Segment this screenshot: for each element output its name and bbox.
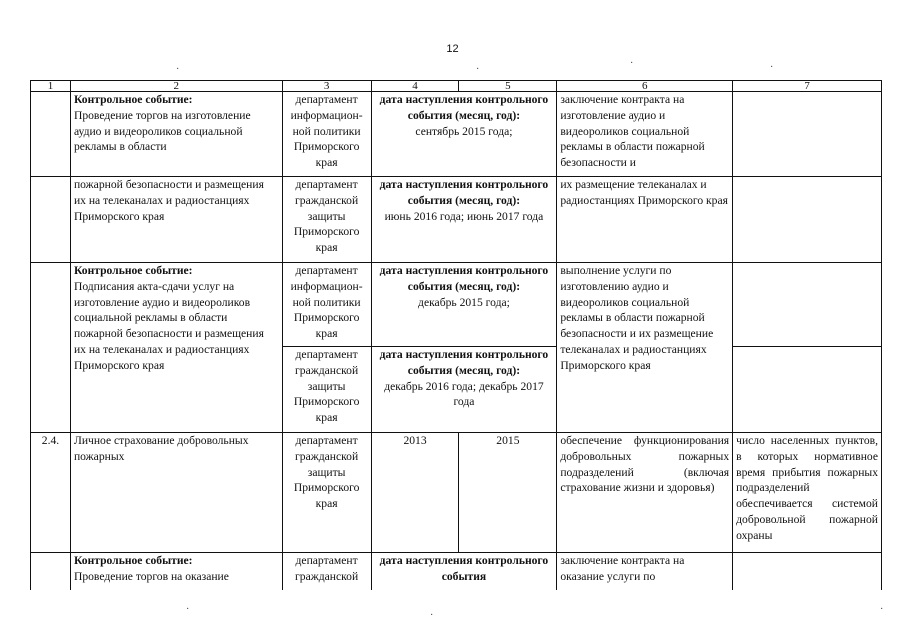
table-row xyxy=(31,177,882,263)
dept-cell: департамент гражданской защиты Приморского края xyxy=(282,433,371,553)
event-cell: Личное страхование добровольных пожарных xyxy=(70,433,282,553)
schedule-table xyxy=(30,80,882,590)
event-label: Контрольное событие: xyxy=(73,93,193,106)
indicator-cell xyxy=(733,263,882,347)
end-year-cell: 2015 xyxy=(459,433,557,553)
date-cell: дата наступления контрольного события xyxy=(371,553,557,591)
date-cell xyxy=(371,263,557,347)
scan-speck: · xyxy=(630,58,634,69)
result-cell: заключение контракта на оказание услуги по xyxy=(557,553,733,591)
indicator-cell xyxy=(733,177,882,263)
num-cell xyxy=(31,92,71,177)
table-row xyxy=(31,263,882,347)
indicator-cell xyxy=(733,553,882,591)
event-text: Проведение торгов на оказание xyxy=(73,569,229,583)
num-cell: 2.4. xyxy=(31,433,71,553)
header-cell: 4 xyxy=(371,81,459,92)
date-cell xyxy=(371,177,557,263)
dept-cell: департамент информацион-ной политики Приморского края xyxy=(282,263,371,347)
table-row xyxy=(31,92,882,177)
result-cell: заключение контракта на изготовление аудио и видеороликов социальной рекламы в области пожарной безопасности и xyxy=(557,92,733,177)
date-label: дата наступления контрольного события (месяц, год): xyxy=(379,348,549,377)
scan-speck: · xyxy=(770,62,774,73)
event-text: Подписания акта-сдачи услуг на изготовление аудио и видеороликов социальной рекламы в области пожарной безопасности и размещения их на телеканалах и радиостанциях Приморского края xyxy=(73,279,264,372)
header-cell: 7 xyxy=(733,81,882,92)
date-label: дата наступления контрольного события (месяц, год): xyxy=(379,264,549,293)
scan-speck: · xyxy=(880,604,884,615)
num-cell xyxy=(31,177,71,263)
num-cell xyxy=(31,553,71,591)
header-cell: 6 xyxy=(557,81,733,92)
date-label: дата наступления контрольного события (месяц, год): xyxy=(379,178,549,207)
indicator-cell xyxy=(733,92,882,177)
table-area xyxy=(30,80,882,590)
date-label: дата наступления контрольного события (месяц, год): xyxy=(379,93,549,122)
result-cell: выполнение услуги по изготовлению аудио и видеороликов социальной рекламы в области пожарной безопасности и их размещение телеканалах и радиостанциях Приморского края xyxy=(557,263,733,433)
dept-cell: департамент информацион-ной политики Приморского края xyxy=(282,92,371,177)
header-cell: 1 xyxy=(31,81,71,92)
date-value: декабрь 2015 года; xyxy=(418,295,510,309)
indicator-cell xyxy=(733,347,882,433)
scan-speck: · xyxy=(186,604,190,615)
event-cell xyxy=(70,92,282,177)
scan-speck: · xyxy=(176,64,180,75)
indicator-cell: число населенных пунктов, в которых нормативное время прибытия пожарных подразделений обеспечивается системой добровольной пожарной охраны xyxy=(733,433,882,553)
date-cell xyxy=(371,92,557,177)
result-cell: обеспечение функционирования добровольных пожарных подразделений (включая страхование жизни и здоровья) xyxy=(557,433,733,553)
header-cell: 2 xyxy=(70,81,282,92)
start-year-cell: 2013 xyxy=(371,433,459,553)
event-text: Проведение торгов на изготовление аудио и видеороликов социальной рекламы в области xyxy=(73,108,251,154)
result-cell: их размещение телеканалах и радиостанциях Приморского края xyxy=(557,177,733,263)
dept-cell: департамент гражданской защиты Приморского края xyxy=(282,347,371,433)
event-cell: пожарной безопасности и размещения их на телеканалах и радиостанциях Приморского края xyxy=(70,177,282,263)
scan-speck: · xyxy=(476,64,480,75)
date-cell xyxy=(371,347,557,433)
table-row xyxy=(31,553,882,591)
header-cell: 5 xyxy=(459,81,557,92)
dept-cell: департамент гражданской xyxy=(282,553,371,591)
date-value: июнь 2016 года; июнь 2017 года xyxy=(384,209,544,223)
event-label: Контрольное событие: xyxy=(73,554,193,567)
table-row xyxy=(31,433,882,553)
dept-cell: департамент гражданской защиты Приморского края xyxy=(282,177,371,263)
header-row xyxy=(31,81,882,92)
date-value: декабрь 2016 года; декабрь 2017 года xyxy=(384,379,544,409)
event-label: Контрольное событие: xyxy=(73,264,193,277)
page-number: 12 xyxy=(446,43,459,55)
header-cell: 3 xyxy=(282,81,371,92)
scan-speck: · xyxy=(430,610,434,621)
event-cell xyxy=(70,263,282,433)
num-cell xyxy=(31,263,71,433)
date-value: сентябрь 2015 года; xyxy=(415,124,513,138)
event-cell xyxy=(70,553,282,591)
